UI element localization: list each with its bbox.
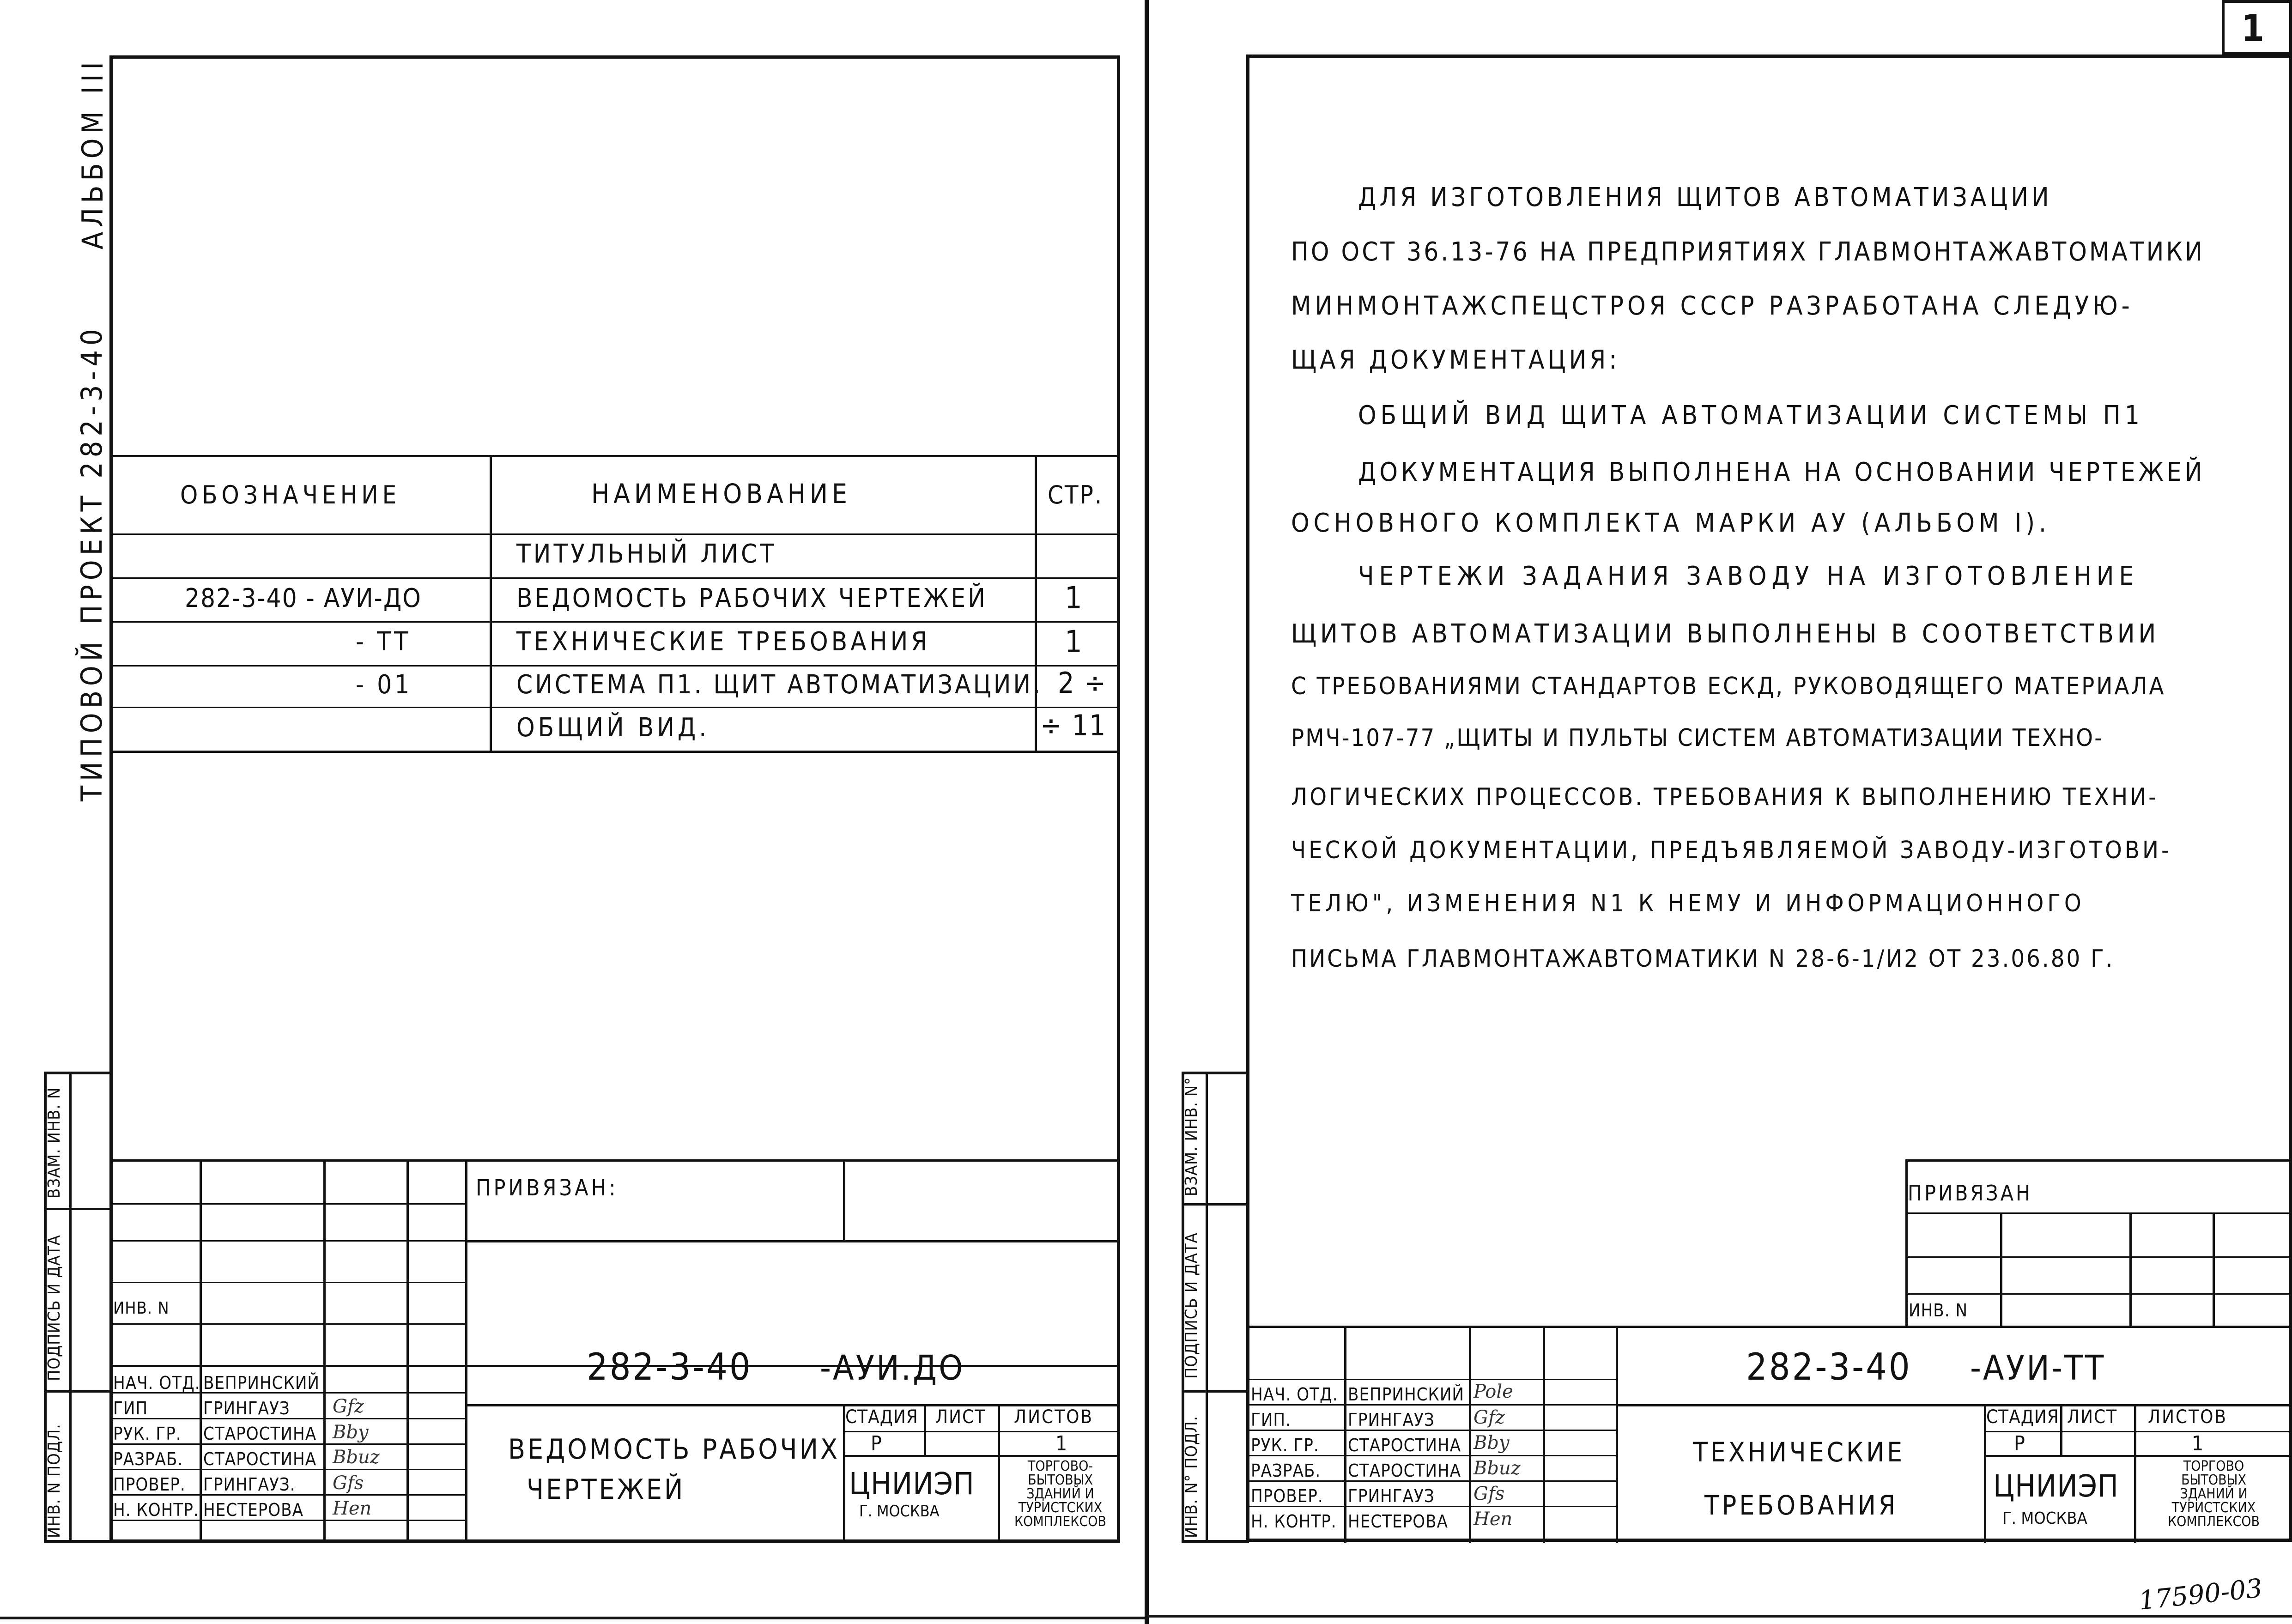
table-row-name: ТЕХНИЧЕСКИЕ ТРЕБОВАНИЯ [516, 627, 931, 657]
table-row-name: ТИТУЛЬНЫЙ ЛИСТ [516, 539, 777, 569]
signer-name: СТАРОСТИНА [1348, 1460, 1461, 1481]
text-line: ДОКУМЕНТАЦИЯ ВЫПОЛНЕНА НА ОСНОВАНИИ ЧЕРТЕЖЕЙ [1358, 457, 2206, 487]
signature: Bby [1473, 1432, 1510, 1454]
lists-value: 1 [2192, 1432, 2204, 1455]
signer-role: Н. КОНТР. [1251, 1511, 1337, 1532]
header-name: НАИМЕНОВАНИЕ [591, 478, 851, 509]
signature: Hen [1473, 1509, 1513, 1530]
table-row-name: ВЕДОМОСТЬ РАБОЧИХ ЧЕРТЕЖЕЙ [516, 583, 988, 613]
text-line: ПО ОСТ 36.13-76 НА ПРЕДПРИЯТИЯХ ГЛАВМОНТАЖАВТОМАТИКИ [1291, 237, 2205, 267]
text-line: С ТРЕБОВАНИЯМИ СТАНДАРТОВ ЕСКД, РУКОВОДЯЩЕГО МАТЕРИАЛА [1291, 673, 2166, 700]
signer-name: НЕСТЕРОВА [203, 1500, 304, 1520]
header-designation: ОБОЗНАЧЕНИЕ [180, 480, 401, 509]
org-city: Г. МОСКВА [2002, 1509, 2087, 1528]
dept-name: ТОРГОВО БЫТОВЫХ ЗДАНИЙ И ТУРИСТСКИХ КОМПЛЕКСОВ [2167, 1458, 2260, 1530]
signer-role: ПРОВЕР. [113, 1474, 186, 1495]
table-row-designation: 282-3-40 - АУИ-ДО [185, 583, 422, 613]
stamp-podpis-data: ПОДПИСЬ И ДАТА [45, 1235, 64, 1381]
dept-name: ТОРГОВО- БЫТОВЫХ ЗДАНИЙ И ТУРИСТСКИХ КОМПЛЕКСОВ [1014, 1458, 1107, 1530]
signature: Pole [1473, 1381, 1513, 1402]
stage-value: Р [2014, 1432, 2025, 1455]
table-row-designation: - 01 [356, 670, 412, 700]
stamp-inv-podl: ИНВ. N ПОДЛ. [45, 1424, 64, 1538]
text-line: ОСНОВНОГО КОМПЛЕКТА МАРКИ АУ (АЛЬБОМ I). [1291, 508, 2051, 538]
signer-name: ГРИНГАУЗ [1348, 1410, 1435, 1430]
org-name: ЦНИИЭП [1993, 1468, 2119, 1504]
left-sheet-bottom-edge [0, 1617, 1147, 1619]
stamp-podpis-data: ПОДПИСЬ И ДАТА [1182, 1232, 1201, 1379]
text-line: ЩИТОВ АВТОМАТИЗАЦИИ ВЫПОЛНЕНЫ В СООТВЕТСТВИИ [1291, 619, 2160, 649]
signer-role: Н. КОНТР. [113, 1500, 199, 1520]
org-city: Г. МОСКВА [859, 1502, 940, 1521]
inv-label: ИНВ. N [113, 1299, 170, 1318]
table-row-page: 1 [1065, 624, 1083, 660]
table-row-page: 2 ÷ [1058, 666, 1107, 700]
privyazan-label: ПРИВЯЗАН: [476, 1175, 618, 1201]
text-line: ЧЕРТЕЖИ ЗАДАНИЯ ЗАВОДУ НА ИЗГОТОВЛЕНИЕ [1358, 561, 2139, 591]
signer-role: РАЗРАБ. [113, 1449, 183, 1469]
left-drawing-frame [109, 55, 1120, 1543]
sheet-title-line-1: ВЕДОМОСТЬ РАБОЧИХ [508, 1433, 840, 1466]
archive-number: 17590-03 [2137, 1573, 2264, 1616]
signature: Gfs [1473, 1483, 1505, 1504]
list-label: ЛИСТ [935, 1406, 986, 1428]
text-line: ЩАЯ ДОКУМЕНТАЦИЯ: [1291, 345, 1620, 375]
text-line: ДЛЯ ИЗГОТОВЛЕНИЯ ЩИТОВ АВТОМАТИЗАЦИИ [1358, 182, 2052, 212]
drawing-suffix: -АУИ-ТТ [1970, 1348, 2106, 1388]
lists-label: ЛИСТОВ [2148, 1406, 2228, 1428]
signer-role: НАЧ. ОТД. [1251, 1384, 1338, 1405]
stamp-vzam-inv: ВЗАМ. ИНВ. N° [1182, 1077, 1201, 1196]
list-label: ЛИСТ [2067, 1406, 2118, 1428]
signer-name: СТАРОСТИНА [203, 1449, 317, 1469]
table-row-page: ÷ 11 [1040, 709, 1107, 742]
signer-name: СТАРОСТИНА [1348, 1435, 1461, 1455]
sheet-title-line-2: ТРЕБОВАНИЯ [1704, 1490, 1898, 1521]
text-line: ЛОГИЧЕСКИХ ПРОЦЕССОВ. ТРЕБОВАНИЯ К ВЫПОЛНЕНИЮ ТЕХНИ- [1291, 783, 2159, 811]
lists-label: ЛИСТОВ [1014, 1406, 1094, 1428]
drawing-code: 282-3-40 [1746, 1345, 1912, 1388]
table-row-name: ОБЩИЙ ВИД. [516, 713, 710, 743]
signer-role: НАЧ. ОТД. [113, 1373, 200, 1393]
text-line: МИНМОНТАЖСПЕЦСТРОЯ СССР РАЗРАБОТАНА СЛЕДУЮ- [1291, 291, 2134, 321]
project-label: ТИПОВОЙ ПРОЕКТ 282-3-40 [75, 324, 109, 801]
inv-label: ИНВ. N [1909, 1300, 1968, 1321]
signer-role: ГИП. [1251, 1410, 1291, 1430]
drawing-suffix: -АУИ.ДО [820, 1348, 965, 1388]
table-row-designation: - ТТ [356, 627, 411, 657]
signature: Gfz [1473, 1407, 1505, 1428]
signer-name: ВЕПРИНСКИЙ [1348, 1384, 1464, 1405]
signer-role: ПРОВЕР. [1251, 1486, 1323, 1506]
signer-name: ВЕПРИНСКИЙ [203, 1373, 320, 1393]
signer-role: РАЗРАБ. [1251, 1460, 1321, 1481]
signer-role: РУК. ГР. [113, 1424, 182, 1444]
table-row-name: СИСТЕМА П1. ЩИТ АВТОМАТИЗАЦИИ. [516, 670, 1043, 700]
stage-value: Р [871, 1432, 882, 1455]
lists-value: 1 [1055, 1432, 1067, 1455]
stage-label: СТАДИЯ [845, 1406, 918, 1428]
stamp-vzam-inv: ВЗАМ. ИНВ. N [45, 1087, 64, 1199]
sheet-title-line-2: ЧЕРТЕЖЕЙ [527, 1473, 685, 1506]
signer-name: ГРИНГАУЗ [203, 1398, 290, 1418]
signer-name: НЕСТЕРОВА [1348, 1511, 1449, 1532]
sheet-title-line-1: ТЕХНИЧЕСКИЕ [1693, 1436, 1905, 1468]
signer-name: ГРИНГАУЗ [1348, 1486, 1435, 1506]
right-sheet-bottom-edge [1146, 1615, 2292, 1618]
signature: Gfz [333, 1396, 364, 1417]
signer-name: ГРИНГАУЗ. [203, 1474, 296, 1495]
text-line: ТЕЛЮ", ИЗМЕНЕНИЯ N1 К НЕМУ И ИНФОРМАЦИОННОГО [1291, 890, 2085, 917]
signature: Bbuz [333, 1447, 380, 1468]
signer-role: РУК. ГР. [1251, 1435, 1319, 1455]
org-name: ЦНИИЭП [849, 1466, 975, 1502]
drawing-code: 282-3-40 [587, 1345, 752, 1388]
table-row-page: 1 [1065, 580, 1083, 616]
text-line: ПИСЬМА ГЛАВМОНТАЖАВТОМАТИКИ N 28-6-1/И2 ОТ 23.06.80 Г. [1291, 945, 2115, 973]
stamp-inv-podl: ИНВ. N° ПОДЛ. [1182, 1416, 1201, 1538]
signature: Hen [333, 1498, 372, 1519]
text-line: РМЧ-107-77 „ЩИТЫ И ПУЛЬТЫ СИСТЕМ АВТОМАТИЗАЦИИ ТЕХНО- [1291, 724, 2104, 752]
text-line: ОБЩИЙ ВИД ЩИТА АВТОМАТИЗАЦИИ СИСТЕМЫ П1 [1358, 400, 2144, 430]
stage-label: СТАДИЯ [1986, 1406, 2059, 1428]
signer-role: ГИП [113, 1398, 148, 1418]
signer-name: СТАРОСТИНА [203, 1424, 317, 1444]
sheet-number: 1 [2241, 7, 2266, 50]
album-label: АЛЬБОМ III [76, 57, 109, 249]
signature: Bbuz [1473, 1458, 1521, 1479]
header-page: СТР. [1048, 480, 1104, 509]
signature: Gfs [333, 1473, 364, 1494]
privyazan-label: ПРИВЯЗАН [1908, 1181, 2033, 1206]
signature: Bby [333, 1422, 369, 1443]
text-line: ЧЕСКОЙ ДОКУМЕНТАЦИИ, ПРЕДЪЯВЛЯЕМОЙ ЗАВОДУ-ИЗГОТОВИ- [1291, 836, 2172, 864]
